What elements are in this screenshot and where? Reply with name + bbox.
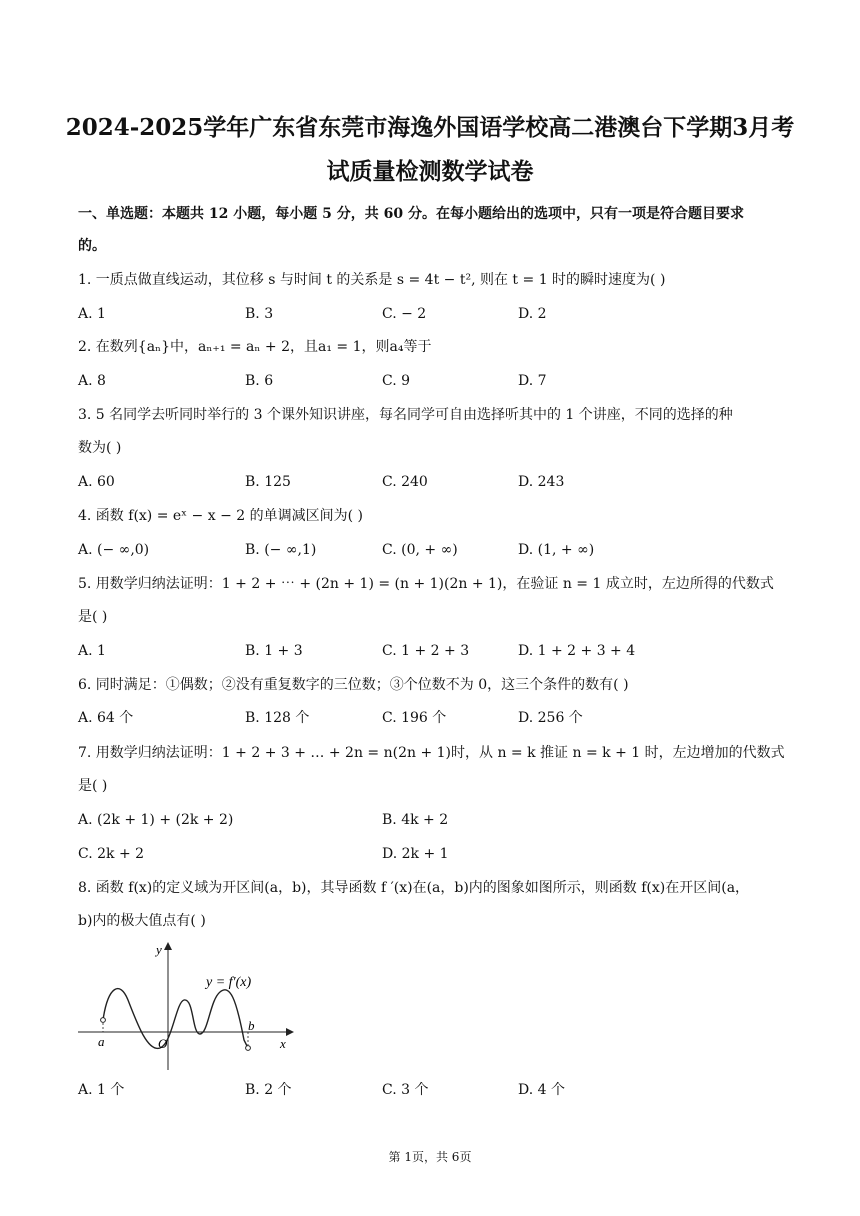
y-axis-arrow bbox=[164, 942, 172, 950]
section-heading: 一、单选题：本题共 12 小题，每小题 5 分，共 60 分。在每小题给出的选项中，只有一项是符合题目要求 bbox=[78, 206, 744, 222]
q2-option-b: B. 6 bbox=[245, 373, 274, 389]
q7-option-a: A. (2k + 1) + (2k + 2) bbox=[78, 812, 234, 828]
q2-option-c: C. 9 bbox=[382, 373, 411, 389]
a-label: a bbox=[98, 1034, 105, 1049]
q6-option-c: C. 196 个 bbox=[382, 710, 447, 726]
q4-option-c: C. (0, + ∞) bbox=[382, 542, 458, 558]
question-5: 5. 用数学归纳法证明：1 + 2 + ⋯ + (2n + 1) = (n + 1)(2n + 1)，在验证 n = 1 成立时，左边所得的代数式 bbox=[78, 576, 774, 592]
q5-option-d: D. 1 + 2 + 3 + 4 bbox=[518, 643, 636, 659]
question-2: 2. 在数列{aₙ}中，aₙ₊₁ = aₙ + 2，且a₁ = 1，则a₄等于 bbox=[78, 339, 432, 355]
q8-option-d: D. 4 个 bbox=[518, 1082, 565, 1098]
q7-option-c: C. 2k + 2 bbox=[78, 846, 145, 862]
q1-option-d: D. 2 bbox=[518, 306, 547, 322]
q5-option-b: B. 1 + 3 bbox=[245, 643, 303, 659]
q7-option-b: B. 4k + 2 bbox=[382, 812, 449, 828]
q3-option-a: A. 60 bbox=[78, 474, 115, 490]
q5-option-c: C. 1 + 2 + 3 bbox=[382, 643, 470, 659]
q6-option-d: D. 256 个 bbox=[518, 710, 583, 726]
b-label: b bbox=[248, 1018, 255, 1033]
q8-option-c: C. 3 个 bbox=[382, 1082, 429, 1098]
question-1: 1. 一质点做直线运动，其位移 s 与时间 t 的关系是 s = 4t − t², 则在 t = 1 时的瞬时速度为( ) bbox=[78, 272, 666, 288]
q2-option-a: A. 8 bbox=[78, 373, 106, 389]
section-heading-cont: 的。 bbox=[78, 238, 106, 254]
question-3-cont: 数为( ) bbox=[78, 440, 122, 456]
q8-option-a: A. 1 个 bbox=[78, 1082, 125, 1098]
endpoint-a-circle bbox=[101, 1018, 106, 1023]
q1-option-c: C. − 2 bbox=[382, 306, 427, 322]
question-7: 7. 用数学归纳法证明：1 + 2 + 3 + … + 2n = n(2n + 1)时，从 n = k 推证 n = k + 1 时，左边增加的代数式 bbox=[78, 745, 785, 761]
q7-option-d: D. 2k + 1 bbox=[382, 846, 449, 862]
q6-option-b: B. 128 个 bbox=[245, 710, 310, 726]
x-axis-arrow bbox=[286, 1028, 294, 1036]
endpoint-b-circle bbox=[246, 1046, 251, 1051]
derivative-curve bbox=[103, 989, 248, 1049]
q6-option-a: A. 64 个 bbox=[78, 710, 134, 726]
question-7-cont: 是( ) bbox=[78, 778, 108, 794]
origin-label: O bbox=[158, 1036, 168, 1051]
q4-option-d: D. (1, + ∞) bbox=[518, 542, 595, 558]
question-6: 6. 同时满足：①偶数；②没有重复数字的三位数；③个位数不为 0，这三个条件的数有( ) bbox=[78, 677, 629, 693]
q5-option-a: A. 1 bbox=[78, 643, 106, 659]
q1-option-a: A. 1 bbox=[78, 306, 106, 322]
x-axis-label: x bbox=[280, 1036, 286, 1051]
question-4: 4. 函数 f(x) = eˣ − x − 2 的单调减区间为( ) bbox=[78, 508, 363, 524]
y-axis-label: y bbox=[156, 942, 162, 957]
derivative-graph-figure bbox=[76, 940, 296, 1075]
page-title-line1: 2024-2025学年广东省东莞市海逸外国语学校高二港澳台下学期3月考 bbox=[65, 114, 795, 141]
question-8-cont: b)内的极大值点有( ) bbox=[78, 913, 206, 929]
q3-option-d: D. 243 bbox=[518, 474, 565, 490]
q2-option-d: D. 7 bbox=[518, 373, 547, 389]
q8-option-b: B. 2 个 bbox=[245, 1082, 292, 1098]
q4-option-b: B. (− ∞,1) bbox=[245, 542, 317, 558]
question-5-cont: 是( ) bbox=[78, 609, 108, 625]
page-title-line2: 试质量检测数学试卷 bbox=[326, 158, 534, 185]
q1-option-b: B. 3 bbox=[245, 306, 274, 322]
question-8: 8. 函数 f(x)的定义域为开区间(a，b)，其导函数 f ′(x)在(a，b)内的图象如图所示，则函数 f(x)在开区间(a， bbox=[78, 880, 750, 896]
q4-option-a: A. (− ∞,0) bbox=[78, 542, 150, 558]
q3-option-c: C. 240 bbox=[382, 474, 428, 490]
page-footer: 第 1页，共 6页 bbox=[388, 1150, 472, 1164]
q3-option-b: B. 125 bbox=[245, 474, 291, 490]
curve-label: y = f′(x) bbox=[206, 975, 252, 990]
question-3: 3. 5 名同学去听同时举行的 3 个课外知识讲座，每名同学可自由选择听其中的 1 个讲座，不同的选择的种 bbox=[78, 407, 733, 423]
